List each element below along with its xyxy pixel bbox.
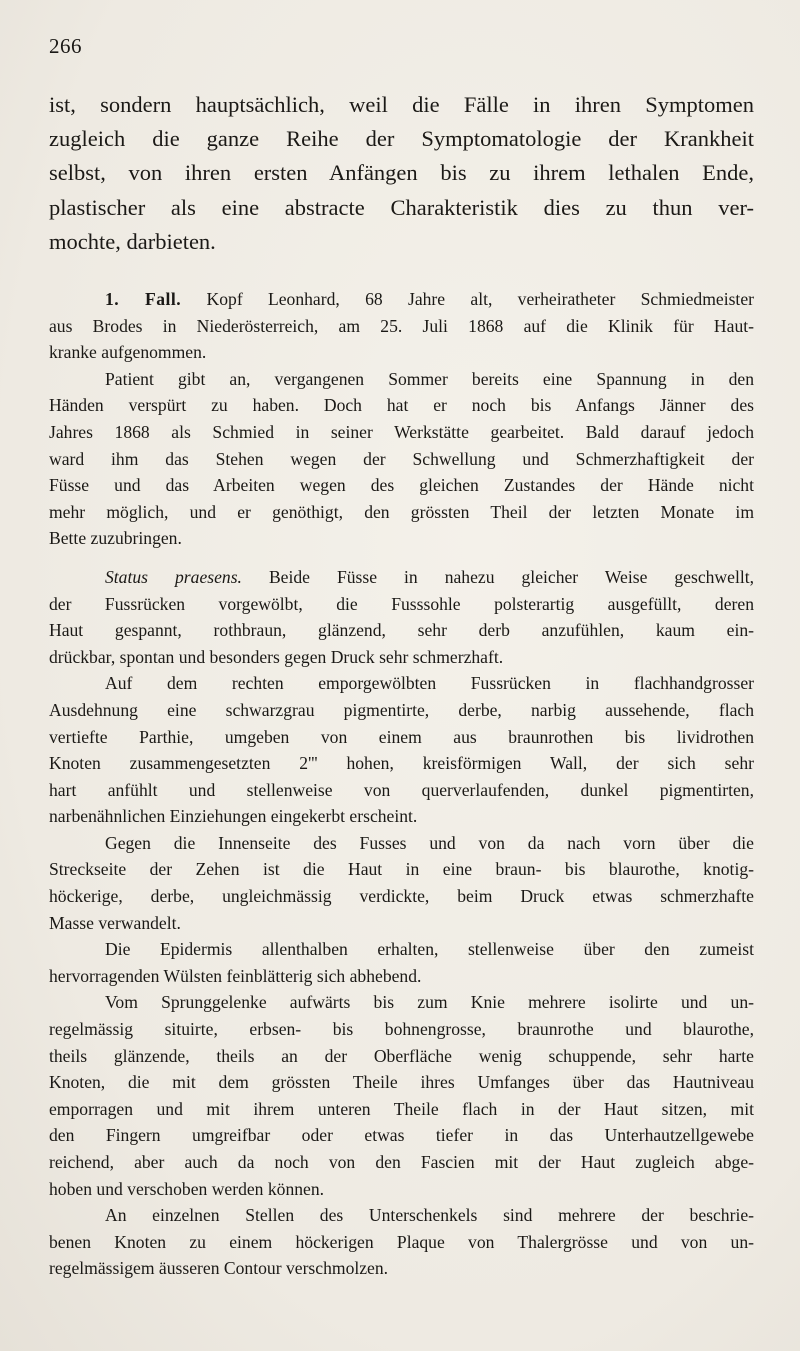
text-line: vertiefte Parthie, umgeben von einem aus braunrothen bis lividrothen	[49, 726, 754, 747]
case-heading-text: Kopf Leonhard, 68 Jahre alt, verheiratheter Schmiedmeister	[181, 289, 754, 309]
text-line: Streckseite der Zehen ist die Haut in eine braun- bis blaurothe, knotig-	[49, 859, 754, 880]
text-line: hervorragenden Wülsten feinblätterig sich abhebend.	[49, 965, 422, 986]
text-line: emporragen und mit ihrem unteren Theile flach in der Haut sitzen, mit	[49, 1098, 754, 1119]
text-line: mehr möglich, und er genöthigt, den grössten Theil der letzten Monate im	[49, 501, 754, 522]
case-label: 1. Fall.	[105, 289, 182, 309]
page-number: 266	[49, 34, 82, 58]
text-line: Jahres 1868 als Schmied in seiner Werkstätte gearbeitet. Bald darauf jedoch	[49, 421, 754, 442]
status-heading-line	[49, 564, 754, 591]
case-heading-line	[49, 286, 754, 313]
text-line: regelmässigem äusseren Contour verschmolzen.	[49, 1258, 389, 1279]
case-report	[49, 286, 754, 1282]
text-line: Füsse und das Arbeiten wegen des gleichen Zustandes der Hände nicht	[49, 475, 754, 496]
text-line: Knoten zusammengesetzten 2''' hohen, kreisförmigen Wall, der sich sehr	[49, 753, 754, 774]
text-line: An einzelnen Stellen des Unterschenkels sind mehrere der beschrie-	[105, 1205, 754, 1226]
text-line: selbst, von ihren ersten Anfängen bis zu ihrem lethalen Ende,	[49, 160, 754, 186]
text-line: der Fussrücken vorgewölbt, die Fusssohle polsterartig ausgefüllt, deren	[49, 593, 754, 614]
text-line: kranke aufgenommen.	[49, 342, 207, 363]
text-line: ist, sondern hauptsächlich, weil die Fälle in ihren Symptomen	[49, 92, 754, 117]
text-line: den Fingern umgreifbar oder etwas tiefer in das Unterhautzellgewebe	[49, 1125, 754, 1146]
text-line: reichend, aber auch da noch von den Fascien mit der Haut zugleich abge-	[49, 1152, 754, 1172]
text-line: Knoten, die mit dem grössten Theile ihres Umfanges über das Hautniveau	[49, 1072, 754, 1093]
status-label: Status praesens.	[105, 566, 242, 587]
text-line: Ausdehnung eine schwarzgrau pigmentirte, derbe, narbig aussehende, flach	[49, 699, 754, 720]
text-line: regelmässig situirte, erbsen- bis bohnengrosse, braunrothe und blaurothe,	[49, 1019, 754, 1040]
text-line: Haut gespannt, rothbraun, glänzend, sehr derb anzufühlen, kaum ein-	[49, 620, 754, 641]
text-line: Vom Sprunggelenke aufwärts bis zum Knie mehrere isolirte und un-	[105, 992, 754, 1013]
text-line: Masse verwandelt.	[49, 912, 181, 933]
text-line: drückbar, spontan und besonders gegen Druck sehr schmerzhaft.	[49, 646, 504, 667]
text-line: plastischer als eine abstracte Charakteristik dies zu thun ver-	[49, 194, 754, 220]
text-line: Händen verspürt zu haben. Doch hat er noch bis Anfangs Jänner des	[49, 395, 754, 416]
text-line: theils glänzende, theils an der Oberfläche wenig schuppende, sehr harte	[49, 1045, 754, 1066]
text-line: narbenähnlichen Einziehungen eingekerbt erscheint.	[49, 806, 418, 827]
text-line: Patient gibt an, vergangenen Sommer bereits eine Spannung in den	[105, 368, 754, 389]
text-line: mochte, darbieten.	[49, 228, 216, 254]
text-line: hart anfühlt und stellenweise von querverlaufenden, dunkel pigmentirten,	[49, 779, 754, 800]
status-text: Beide Füsse in nahezu gleicher Weise geschwellt,	[241, 566, 755, 587]
text-line: aus Brodes in Niederösterreich, am 25. Juli 1868 auf die Klinik für Haut-	[49, 315, 754, 336]
text-line: Auf dem rechten emporgewölbten Fussrücken in flachhandgrosser	[105, 673, 754, 694]
text-line: ward ihm das Stehen wegen der Schwellung und Schmerzhaftigkeit der	[49, 448, 754, 469]
intro-paragraph	[49, 88, 754, 259]
text-line: Gegen die Innenseite des Fusses und von da nach vorn über die	[105, 832, 754, 853]
text-line: zugleich die ganze Reihe der Symptomatologie der Krankheit	[49, 126, 754, 152]
text-line: Die Epidermis allenthalben erhalten, stellenweise über den zumeist	[105, 939, 754, 960]
text-line: Bette zuzubringen.	[49, 528, 182, 549]
text-line: höckerige, derbe, ungleichmässig verdickte, beim Druck etwas schmerzhafte	[49, 886, 754, 907]
text-line: hoben und verschoben werden können.	[49, 1178, 325, 1199]
text-line: benen Knoten zu einem höckerigen Plaque von Thalergrösse und von un-	[49, 1231, 754, 1252]
